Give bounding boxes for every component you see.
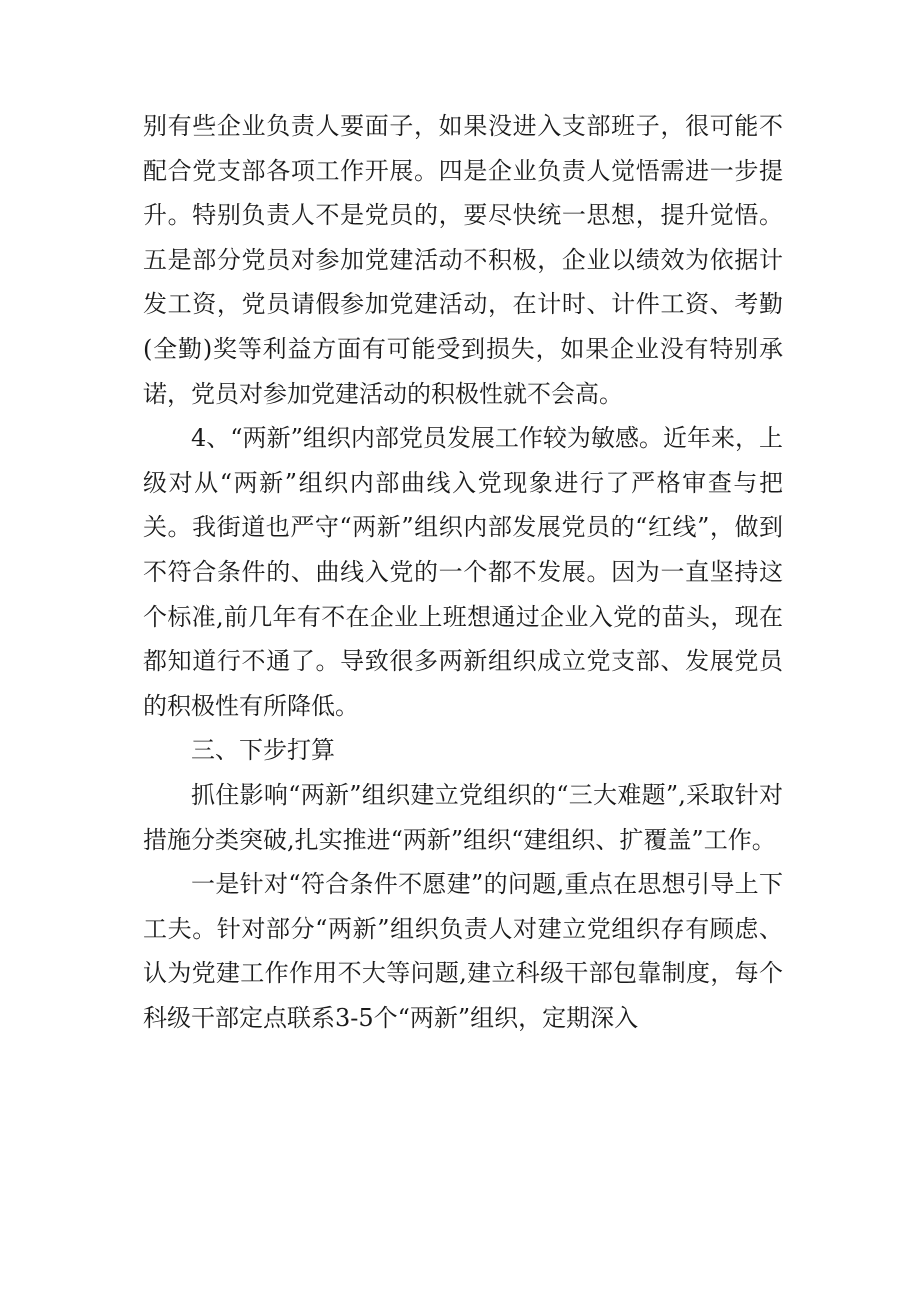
section-heading-next-steps: 三、下步打算	[191, 736, 335, 765]
paragraph-item-4: 4、“两新”组织内部党员发展工作较为敏感。近年来，上级对从“两新”组织内部曲线入党现象进行了严格审查与把关。我街道也严守“两新”组织内部发展党员的“红线”，做到不符合条件的、曲线入党的一个都不发展。因为一直坚持这个标准,前几年有不在企业上班想通过企业入党的苗头，现在都知道行不通了。导致很多两新组织成立党支部、发展党员的积极性有所降低。	[143, 424, 783, 720]
paragraph-measure-one: 一是针对“符合条件不愿建”的问题,重点在思想引导上下工夫。针对部分“两新”组织负责人对建立党组织存有顾虑、认为党建工作作用不大等问题,建立科级干部包靠制度，每个科级干部定点联系3-5个“两新”组织，定期深入	[143, 870, 783, 1032]
document-body	[143, 104, 783, 1040]
paragraph-next-steps-intro: 抓住影响“两新”组织建立党组织的“三大难题”,采取针对措施分类突破,扎实推进“两新”组织“建组织、扩覆盖”工作。	[143, 780, 783, 854]
paragraph-continuation: 别有些企业负责人要面子，如果没进入支部班子，很可能不配合党支部各项工作开展。四是企业负责人觉悟需进一步提升。特别负责人不是党员的，要尽快统一思想，提升觉悟。五是部分党员对参加党建活动不积极，企业以绩效为依据计发工资，党员请假参加党建活动，在计时、计件工资、考勤(全勤)奖等利益方面有可能受到损失，如果企业没有特别承诺，党员对参加党建活动的积极性就不会高。	[143, 112, 783, 408]
